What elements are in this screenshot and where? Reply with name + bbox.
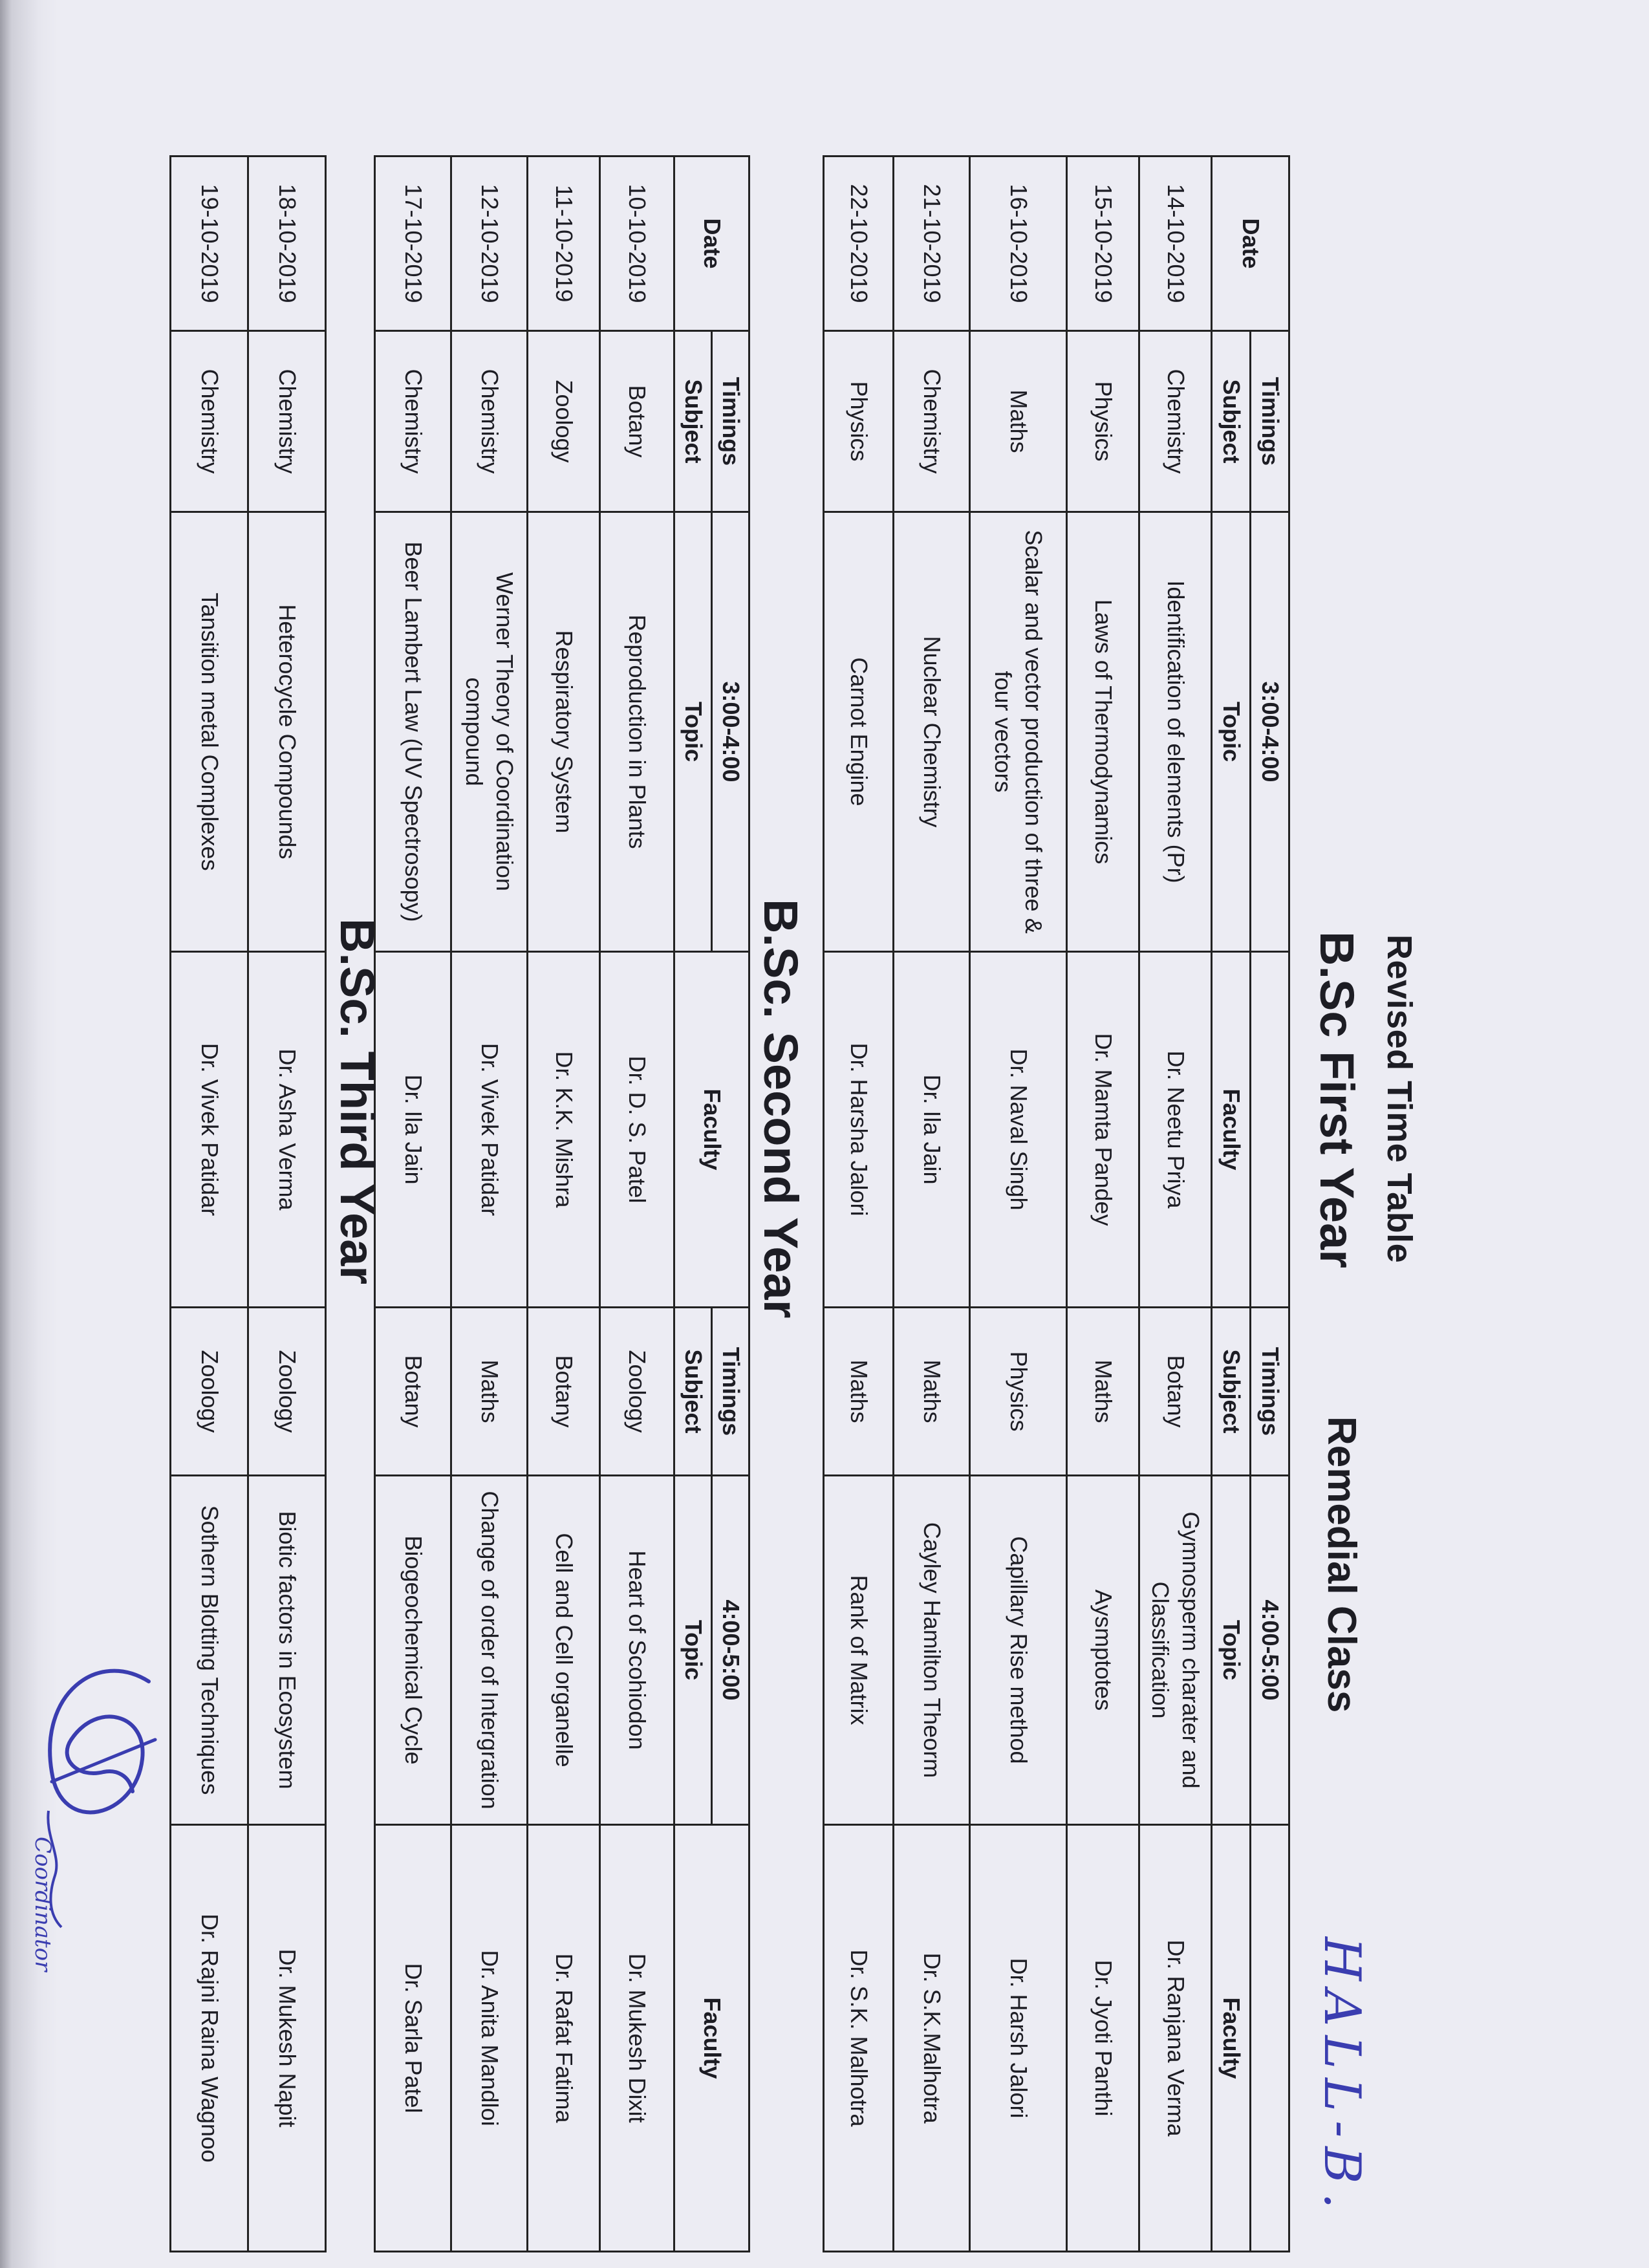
faculty-cell: Dr. Mamta Pandey [1067,952,1139,1308]
subject-cell: Maths [451,1308,528,1476]
subject-cell: Maths [970,331,1067,512]
date-cell: 21-10-2019 [894,157,970,331]
faculty-cell: Dr. Jyoti Panthi [1067,1825,1139,2252]
faculty-cell: Dr. S.K.Malhotra [894,1825,970,2252]
table-row [248,157,326,2252]
faculty-cell: Dr. Vivek Patidar [451,952,528,1308]
blank-header [1251,1825,1289,2252]
subject-cell: Physics [824,331,894,512]
first-year-heading: B.Sc First Year [1310,931,1364,1269]
table-row [451,157,528,2252]
topic-cell: Identification of elements (Pr) [1139,512,1212,952]
slot2-header: 4:00-5:00 [712,1476,749,1825]
date-cell: 15-10-2019 [1067,157,1139,331]
subject-cell: Zoology [171,1308,248,1476]
faculty-cell: Dr. Harsh Jalori [970,1825,1067,2252]
faculty-cell: Dr. Naval Singh [970,952,1067,1308]
faculty-cell: Dr. Ila Jain [894,952,970,1308]
topic-cell: Change of order of Intergration [451,1476,528,1825]
faculty-cell: Dr. Mukesh Dixit [600,1825,674,2252]
faculty-cell: Dr. Neetu Priya [1139,952,1212,1308]
topic-header: Topic [674,512,712,952]
table-row [894,157,970,2252]
faculty-cell: Dr. Ranjana Verma [1139,1825,1212,2252]
subject-header: Subject [1212,331,1251,512]
topic-cell: Capillary Rise method [970,1476,1067,1825]
date-cell: 17-10-2019 [375,157,451,331]
topic-cell: Nuclear Chemistry [894,512,970,952]
date-cell: 10-10-2019 [600,157,674,331]
subject-cell: Botany [528,1308,600,1476]
subject-cell: Chemistry [171,331,248,512]
slot1-header: 3:00-4:00 [712,512,749,952]
subject-cell: Chemistry [248,331,326,512]
topic-cell: Werner Theory of Coordination compound [451,512,528,952]
faculty-cell: Dr. S.K. Malhotra [824,1825,894,2252]
timings-header: Timings [1251,1308,1289,1476]
subject-cell: Maths [894,1308,970,1476]
subject-cell: Zoology [600,1308,674,1476]
faculty-cell: Dr. Ila Jain [375,952,451,1308]
faculty-cell: Dr. Rafat Fatima [528,1825,600,2252]
topic-cell: Respiratory System [528,512,600,952]
blank-header [1251,952,1289,1308]
faculty-header: Faculty [674,1825,749,2252]
faculty-cell: Dr. D. S. Patel [600,952,674,1308]
second-year-table [374,155,750,2252]
subject-cell: Chemistry [1139,331,1212,512]
slot2-header: 4:00-5:00 [1251,1476,1289,1825]
faculty-cell: Dr. Vivek Patidar [171,952,248,1308]
faculty-header: Faculty [1212,1825,1251,2252]
slot1-header: 3:00-4:00 [1251,512,1289,952]
table-row [528,157,600,2252]
hall-note: HALL-B. [1313,1937,1371,2218]
topic-cell: Laws of Thermodynamics [1067,512,1139,952]
topic-cell: Sothern Blotting Techniques [171,1476,248,1825]
subject-cell: Chemistry [894,331,970,512]
topic-header: Topic [1212,1476,1251,1825]
date-cell: 11-10-2019 [528,157,600,331]
faculty-cell: Dr. K.K. Mishra [528,952,600,1308]
topic-cell: Rank of Matrix [824,1476,894,1825]
third-year-table [169,155,327,2252]
table-row [824,157,894,2252]
subject-cell: Maths [1067,1308,1139,1476]
faculty-cell: Dr. Harsha Jalori [824,952,894,1308]
faculty-header: Faculty [674,952,749,1308]
topic-cell: Tansition metal Complexes [171,512,248,952]
topic-cell: Cell and Cell organelle [528,1476,600,1825]
subject-cell: Botany [1139,1308,1212,1476]
topic-cell: Gymnosperm charater and Classification [1139,1476,1212,1825]
faculty-cell: Dr. Sarla Patel [375,1825,451,2252]
date-header: Date [674,157,749,331]
subject-header: Subject [1212,1308,1251,1476]
date-cell: 22-10-2019 [824,157,894,331]
subject-cell: Zoology [248,1308,326,1476]
table-row [970,157,1067,2252]
first-year-table [823,155,1290,2252]
faculty-cell: Dr. Rajni Raina Wagnoo [171,1825,248,2252]
topic-header: Topic [1212,512,1251,952]
faculty-cell: Dr. Asha Verma [248,952,326,1308]
table-row [375,157,451,2252]
subject-cell: Maths [824,1308,894,1476]
topic-cell: Reproduction in Plants [600,512,674,952]
faculty-header: Faculty [1212,952,1251,1308]
date-cell: 19-10-2019 [171,157,248,331]
timings-header: Timings [712,1308,749,1476]
date-cell: 16-10-2019 [970,157,1067,331]
subject-cell: Zoology [528,331,600,512]
date-header: Date [1212,157,1289,331]
topic-cell: Beer Lambert Law (UV Spectrosopy) [375,512,451,952]
signature-caption: Coordinator [30,1837,56,1972]
subject-cell: Chemistry [451,331,528,512]
table-row [1067,157,1139,2252]
timings-header: Timings [1251,331,1289,512]
date-cell: 14-10-2019 [1139,157,1212,331]
coordinator-signature [26,1643,175,1979]
subject-header: Subject [674,331,712,512]
timings-header: Timings [712,331,749,512]
table-row [171,157,248,2252]
topic-cell: Carnot Engine [824,512,894,952]
table-row [1139,157,1212,2252]
topic-cell: Biogeochemical Cycle [375,1476,451,1825]
topic-header: Topic [674,1476,712,1825]
date-cell: 18-10-2019 [248,157,326,331]
subject-cell: Physics [1067,331,1139,512]
table-row [600,157,674,2252]
subject-cell: Botany [375,1308,451,1476]
third-year-heading: B.Sc. Third Year [330,918,384,1285]
topic-cell: Heterocycle Compounds [248,512,326,952]
date-cell: 12-10-2019 [451,157,528,331]
subject-cell: Botany [600,331,674,512]
topic-cell: Heart of Scohiodon [600,1476,674,1825]
remedial-class-heading: Remedial Class [1319,1416,1364,1713]
faculty-cell: Dr. Mukesh Napit [248,1825,326,2252]
subject-header: Subject [674,1308,712,1476]
document-title: Revised Time Table [1380,934,1419,1264]
subject-cell: Chemistry [375,331,451,512]
topic-cell: Cayley Hamilton Theorm [894,1476,970,1825]
topic-cell: Biotic factors in Ecosystem [248,1476,326,1825]
faculty-cell: Dr. Anita Mandloi [451,1825,528,2252]
subject-cell: Physics [970,1308,1067,1476]
second-year-heading: B.Sc. Second Year [754,899,808,1319]
topic-cell: Aysmptotes [1067,1476,1139,1825]
topic-cell: Scalar and vector production of three & four vectors [970,512,1067,952]
